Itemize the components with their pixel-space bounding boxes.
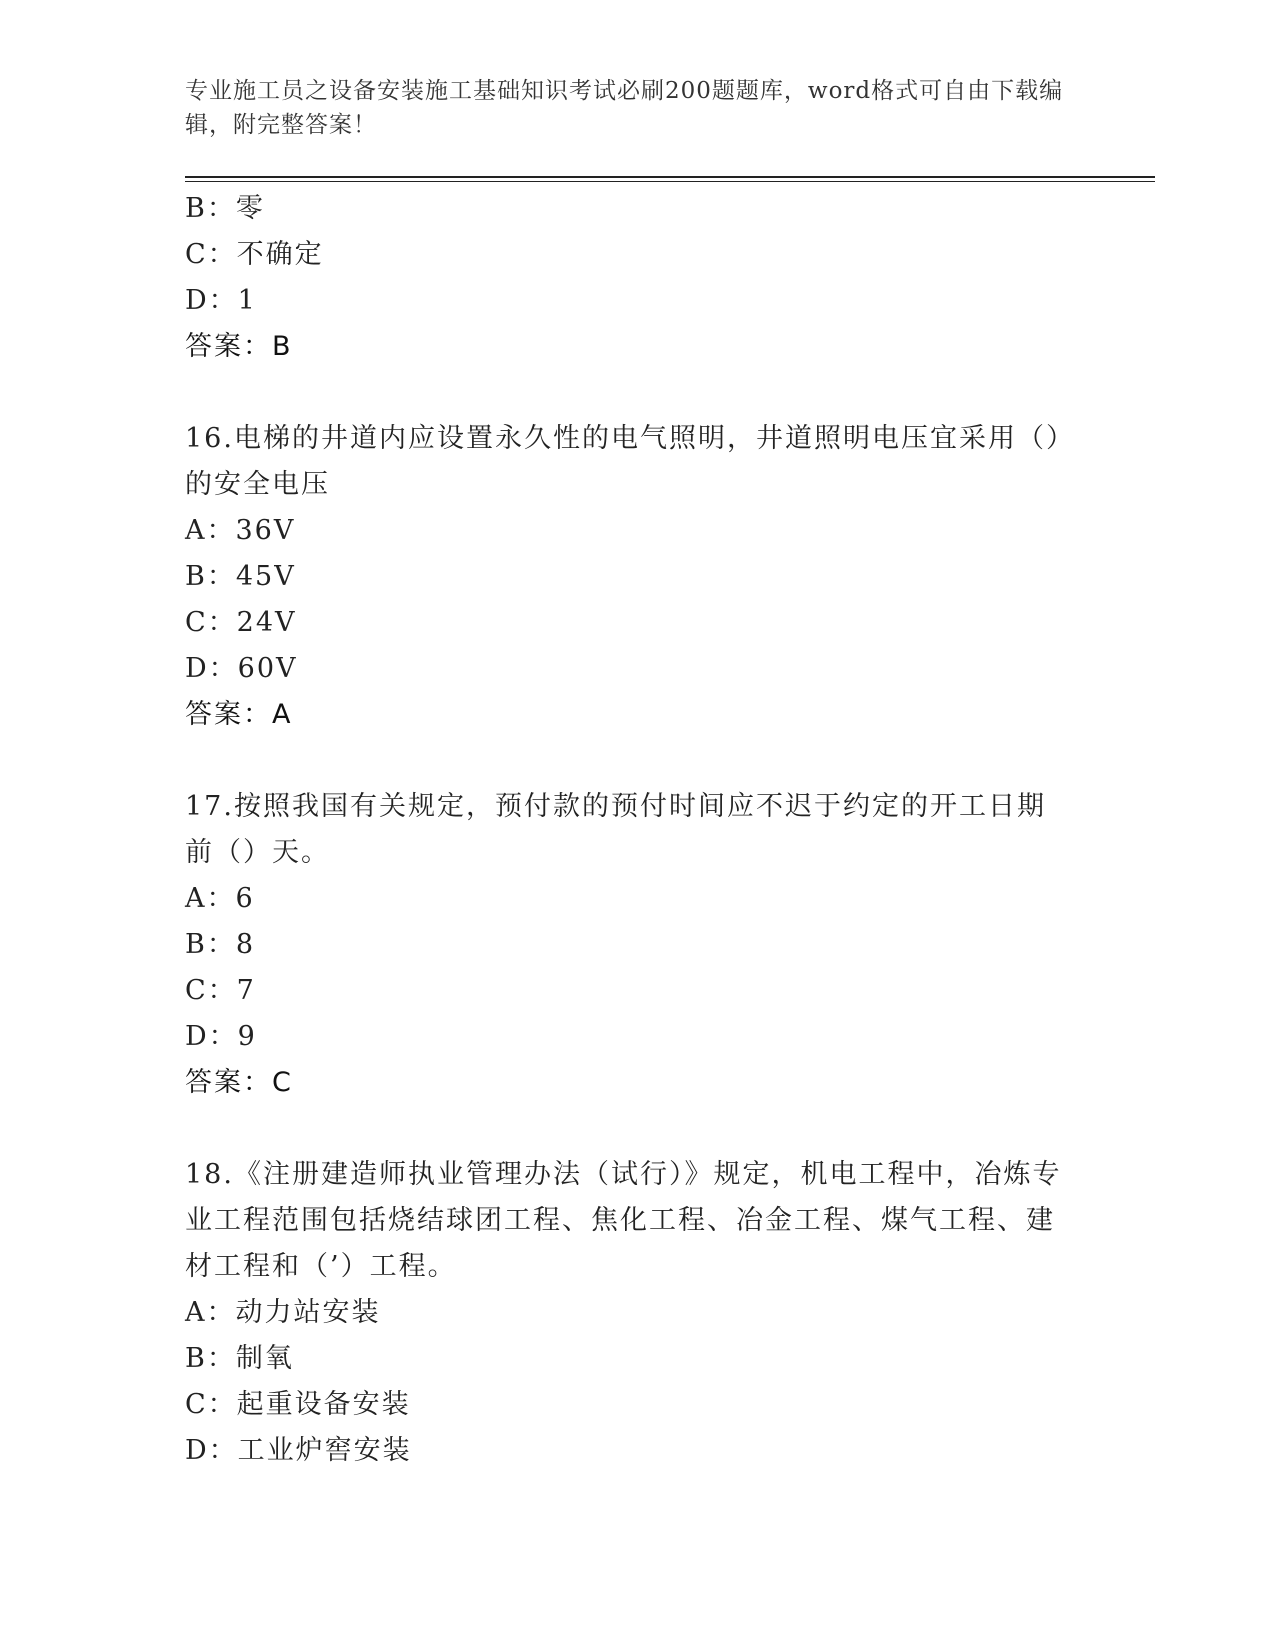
page-header: 专业施工员之设备安装施工基础知识考试必刷200题题库，word格式可自由下载编辑，附完整答案！: [185, 78, 1064, 138]
option-b: B：45V: [185, 561, 296, 592]
question-text: 18.《注册建造师执业管理办法（试行）》规定，机电工程中，冶炼专业工程范围包括烧结球团工程、焦化工程、冶金工程、煤气工程、建材工程和（’）工程。: [185, 1159, 1062, 1282]
option-c: C：不确定: [185, 239, 324, 270]
option-a: A：动力站安装: [185, 1297, 381, 1328]
header-divider: [185, 176, 1155, 182]
option-b: B：零: [185, 193, 265, 224]
option-d: D：9: [185, 1021, 257, 1052]
option-c: C：24V: [185, 607, 297, 638]
option-d: D：工业炉窖安装: [185, 1435, 412, 1466]
question-text: 17.按照我国有关规定，预付款的预付时间应不迟于约定的开工日期前（）天。: [185, 791, 1046, 868]
question-block: [185, 416, 1085, 738]
option-b: B：8: [185, 929, 256, 960]
option-d: D：60V: [185, 653, 298, 684]
option-c: C：起重设备安装: [185, 1389, 411, 1420]
question-text: 16.电梯的井道内应设置永久性的电气照明，井道照明电压宜采用（）的安全电压: [185, 423, 1062, 500]
question-block: [185, 784, 1085, 1106]
option-c: C：7: [185, 975, 256, 1006]
question-block: [185, 1152, 1085, 1474]
option-b: B：制氧: [185, 1343, 294, 1374]
option-d: D：1: [185, 285, 257, 316]
option-a: A：36V: [185, 515, 296, 546]
answer-label: 答案：A: [185, 699, 293, 730]
option-a: A：6: [185, 883, 255, 914]
answer-label: 答案：C: [185, 1067, 293, 1098]
answer-label: 答案：B: [185, 331, 293, 362]
question-list: [185, 186, 1085, 1474]
question-block: [185, 186, 1085, 370]
